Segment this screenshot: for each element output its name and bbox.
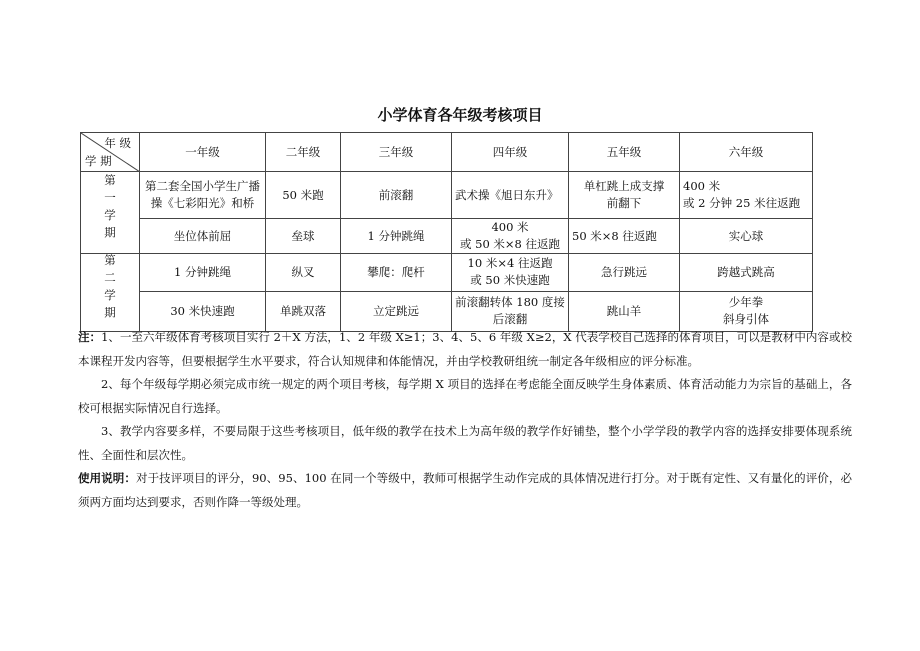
grade-header-1: 一年级 — [140, 133, 266, 172]
item-text: 单跳双落 — [280, 304, 326, 319]
item-text: 前滚翻转体 180 度接 — [455, 295, 565, 310]
item-text: 实心球 — [728, 229, 764, 243]
item-text: 或 2 分钟 25 米往返跑 — [683, 196, 801, 210]
item-text: 攀爬：爬杆 — [367, 265, 425, 280]
item-cell — [140, 219, 266, 254]
grade-header-6: 六年级 — [680, 133, 813, 172]
item-cell — [341, 219, 452, 254]
item-cell — [680, 172, 813, 219]
table-row — [81, 254, 813, 292]
item-text: 斜身引体 — [723, 312, 769, 327]
item-cell — [569, 254, 680, 292]
item-text: 武术操《旭日东升》 — [455, 188, 559, 202]
item-cell — [452, 172, 569, 219]
grade-header-5: 五年级 — [569, 133, 680, 172]
usage-note — [78, 467, 852, 514]
item-text: 或 50 米×8 往返跑 — [459, 237, 561, 251]
item-text: 10 米×4 往返跑 — [467, 256, 553, 271]
item-cell — [341, 254, 452, 292]
item-text: 1 分钟跳绳 — [367, 229, 425, 243]
usage-text: 对于技评项目的评分，90、95、100 在同一个等级中，教师可根据学生动作完成的具体情况进行打分。对于既有定性、又有量化的评价，必须两方面均达到要求，否则作降一等级处理。 — [78, 471, 852, 509]
note-label: 注： — [78, 330, 102, 344]
note-1 — [78, 326, 852, 373]
header-row — [81, 133, 813, 172]
item-text: 或 50 米快速跑 — [470, 273, 550, 288]
item-cell — [341, 172, 452, 219]
item-cell — [140, 172, 266, 219]
item-cell — [266, 254, 341, 292]
item-text: 50 米×8 往返跑 — [572, 229, 657, 243]
item-cell — [569, 172, 680, 219]
item-text: 垒球 — [291, 229, 315, 243]
item-text: 1 分钟跳绳 — [174, 265, 231, 280]
term-label-cell — [81, 172, 140, 254]
assessment-table — [80, 132, 813, 332]
item-text: 跨越式跳高 — [717, 265, 775, 280]
table-row — [81, 172, 813, 219]
item-cell — [452, 219, 569, 254]
term-label: 第一学期 — [103, 174, 117, 244]
item-cell — [680, 219, 813, 254]
item-cell — [266, 172, 341, 219]
item-text: 30 米快速跑 — [170, 304, 235, 319]
item-text: 坐位体前屈 — [173, 229, 232, 243]
note-2: 2、每个年级每学期必须完成市统一规定的两个项目考核，每学期 X 项目的选择在考虑能全面反映学生身体素质、体育活动能力为宗旨的基础上，各校可根据实际情况自行选择。 — [78, 377, 852, 415]
item-text: 50 米跑 — [282, 188, 324, 202]
item-text: 前翻下 — [606, 196, 642, 210]
note-1-text: 1、一至六年级体育考核项目实行 2＋X 方法，1、2 年级 X≥1；3、4、5、6 年级 X≥2，X 代表学校自己选择的体育项目，可以是教材中内容或校本课程开发内容等，但要根据学生水平要求，符合认知规律和体能情况，并由学校教研组统一制定各年级相应的评分标准。 — [78, 330, 852, 368]
item-text: 立定跳远 — [373, 304, 419, 319]
item-text: 急行跳远 — [601, 265, 647, 280]
item-text: 第二套全国小学生广播 — [145, 179, 260, 193]
notes-section — [78, 326, 852, 514]
item-text: 跳山羊 — [606, 304, 642, 319]
item-text: 单杠跳上成支撑 — [583, 179, 665, 193]
corner-term-label: 学 期 — [85, 154, 112, 168]
item-text: 400 米 — [491, 220, 529, 234]
item-text: 纵叉 — [291, 265, 315, 280]
corner-header-cell — [81, 133, 140, 172]
item-cell — [140, 254, 266, 292]
item-cell — [452, 254, 569, 292]
table-row — [81, 219, 813, 254]
page-title: 小学体育各年级考核项目 — [377, 106, 543, 124]
usage-label: 使用说明： — [78, 471, 136, 485]
item-text: 操《七彩阳光》和桥 — [150, 196, 255, 210]
item-text: 后滚翻 — [492, 312, 528, 327]
item-text: 少年拳 — [728, 295, 764, 310]
item-cell — [569, 219, 680, 254]
grade-header-2: 二年级 — [266, 133, 341, 172]
corner-grade-label: 年 级 — [104, 136, 131, 150]
note-3: 3、教学内容要多样，不要局限于这些考核项目，低年级的教学在技术上为高年级的教学作好铺垫，整个小学学段的教学内容的选择安排要体现系统性、全面性和层次性。 — [78, 424, 852, 462]
item-text: 400 米 — [683, 179, 721, 193]
grade-header-3: 三年级 — [341, 133, 452, 172]
item-cell — [680, 254, 813, 292]
term-label: 第二学期 — [103, 254, 117, 324]
grade-header-4: 四年级 — [452, 133, 569, 172]
item-cell — [266, 219, 341, 254]
item-text: 前滚翻 — [378, 188, 414, 202]
term-label-cell — [81, 254, 140, 332]
